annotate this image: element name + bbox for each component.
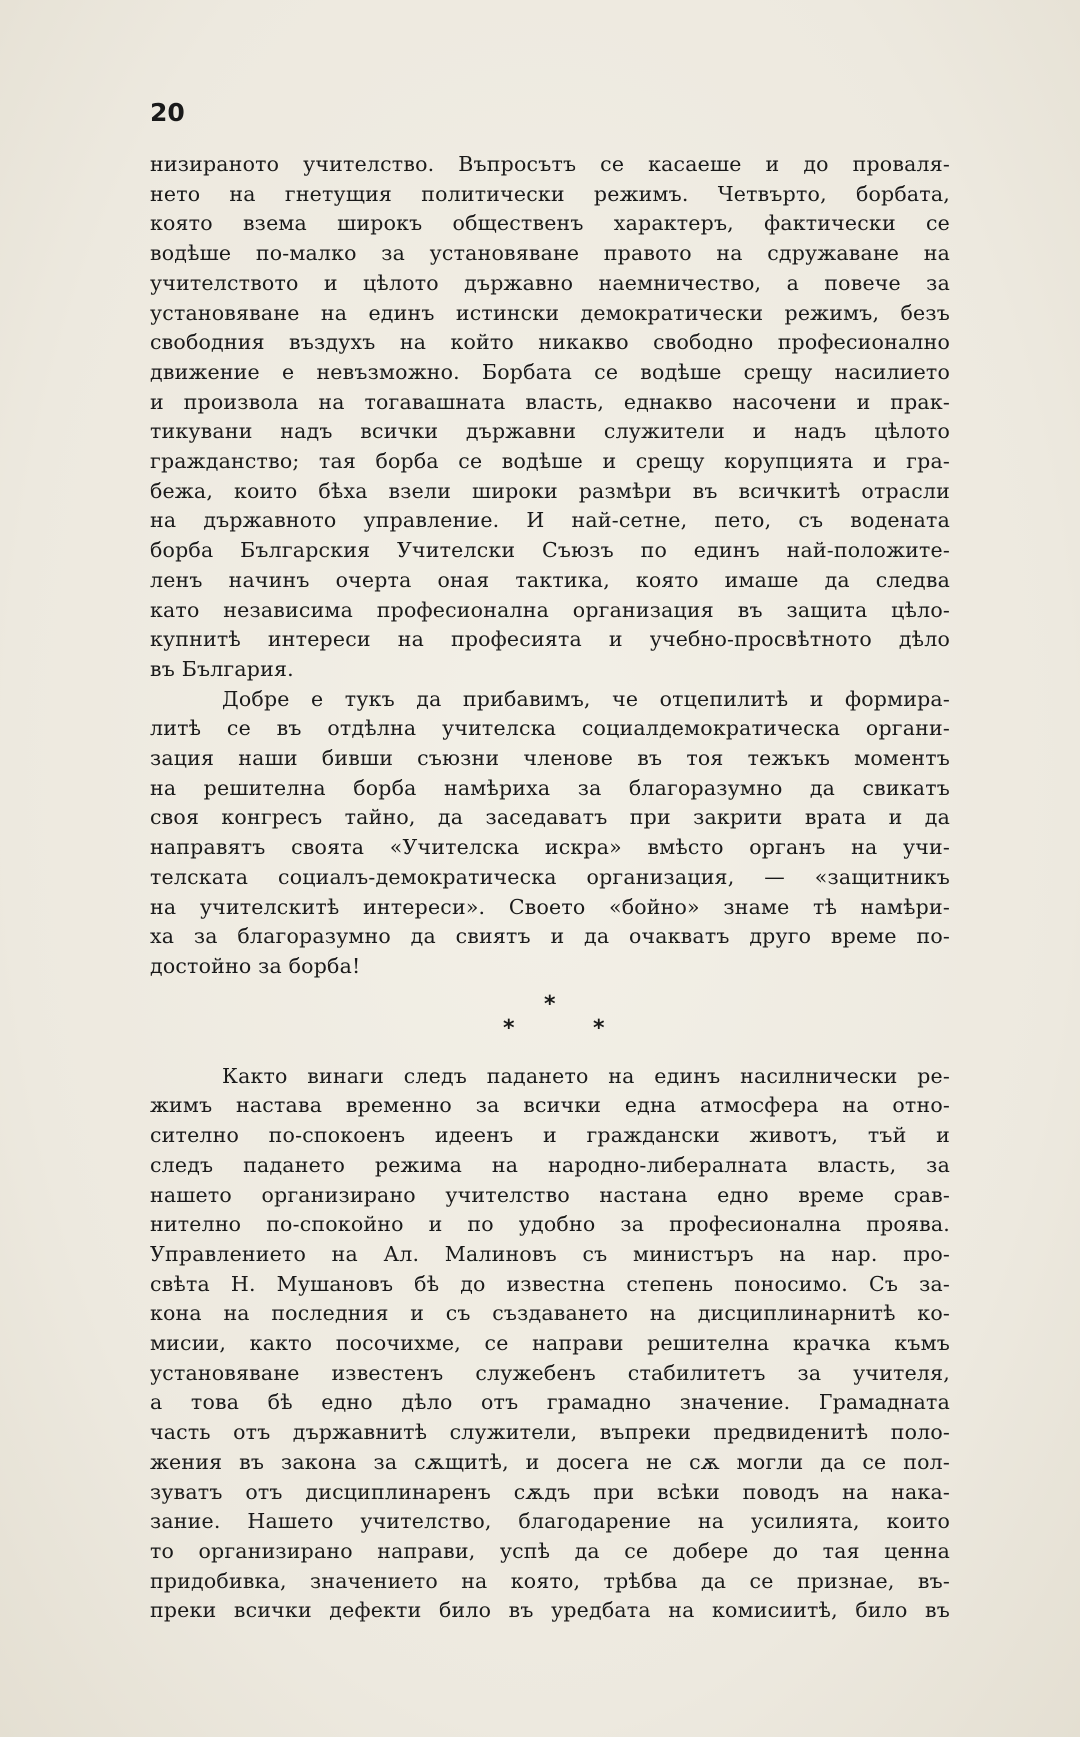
text-line: въ България. [150,656,294,681]
text-line: литѣ се въ отдѣлна учителска социалдемократическа органи- [150,716,950,741]
text-line: водѣше по-малко за установяване правото на сдружаване на [150,241,950,266]
text-line: мисии, както посочихме, се направи решителна крачка къмъ [150,1331,950,1356]
text-line: на държавното управление. И най-сетне, пето, съ водената [150,508,950,533]
text-line: тикувани надъ всички държавни служители и надъ цѣлото [150,419,950,444]
text-line: нашето организирано учителство настана едно време срав- [150,1182,950,1207]
text-line: ленъ начинъ очерта оная тактика, която имаше да следва [150,567,950,592]
text-line: учителството и цѣлото държавно наемничество, а повече за [150,270,950,295]
text-line: Добре е тукъ да прибавимъ, че отцепилитѣ и формира- [222,686,950,711]
body-text [150,150,950,1626]
text-line: бежа, които бѣха взели широки размѣри въ всичкитѣ отрасли [150,478,950,503]
text-line: установяване на единъ истински демократически режимъ, безъ [150,300,950,325]
paragraph-3 [150,1062,950,1626]
text-line: достойно за борба! [150,953,361,978]
text-line: свободния въздухъ на който никакво свободно професионално [150,330,950,355]
text-line: то организирано направи, успѣ да се добере до тая ценна [150,1538,950,1563]
separator-star: * [503,1015,515,1041]
text-line: следъ падането режима на народно-либералната власть, за [150,1152,950,1177]
text-line: низираното учителство. Въпросътъ се касаеше и до проваля- [150,152,950,176]
section-separator [150,990,950,1056]
text-line: зание. Нашето учителство, благодарение на усилията, които [150,1509,950,1534]
text-line: нето на гнетущия политически режимъ. Четвърто, борбата, [150,181,950,206]
text-line: сително по-спокоенъ идеенъ и граждански животъ, тъй и [150,1123,950,1148]
text-line: ха за благоразумно да свиятъ и да очакватъ друго време по- [150,924,950,949]
text-line: и произвола на тогавашната власть, еднакво насочени и прак- [150,389,950,414]
text-line: борба Българския Учителски Съюзъ по единъ най-положите- [150,538,950,563]
text-line: придобивка, значението на която, трѣбва да се признае, въ- [150,1568,950,1593]
text-line: а това бѣ едно дѣло отъ грамадно значение. Грамадната [150,1390,950,1415]
text-line: жимъ настава временно за всички една атмосфера на отно- [150,1093,950,1118]
text-line: зуватъ отъ дисциплинаренъ сѫдъ при всѣки поводъ на нака- [150,1479,950,1504]
text-line: своя конгресъ тайно, да заседаватъ при закрити врата и да [150,805,950,830]
text-line: нително по-спокойно и по удобно за професионална проява. [150,1212,950,1237]
separator-star: * [593,1015,605,1041]
paragraph-1 [150,150,950,685]
text-line: на решителна борба намѣриха за благоразумно да свикатъ [150,775,950,800]
text-line: часть отъ държавнитѣ служители, въпреки предвиденитѣ поло- [150,1420,950,1445]
text-line: Както винаги следъ падането на единъ насилнически ре- [222,1063,950,1088]
text-line: кона на последния и съ създаването на дисциплинарнитѣ ко- [150,1301,950,1326]
text-line: купнитѣ интереси на професията и учебно-просвѣтното дѣло [150,627,950,652]
text-line: телската социалъ-демократическа организация, — «защитникъ [150,864,950,889]
text-line: свѣта Н. Мушановъ бѣ до известна степень поносимо. Съ за- [150,1271,950,1296]
text-line: на учителскитѣ интереси». Своето «бойно» знаме тѣ намѣри- [150,894,950,919]
separator-star: * [544,991,556,1017]
text-line: зация наши бивши съюзни членове въ тоя тежъкъ моментъ [150,746,950,771]
page-number: 20 [150,98,185,127]
text-line: Управлението на Ал. Малиновъ съ министъръ на нар. про- [150,1241,950,1266]
text-line: жения въ закона за сѫщитѣ, и досега не сѫ могли да се пол- [150,1449,950,1474]
text-line: преки всички дефекти било въ уредбата на комисиитѣ, било въ [150,1598,950,1623]
paragraph-2 [150,685,950,982]
text-line: като независима професионална организация въ защита цѣло- [150,597,950,622]
text-line: гражданство; тая борба се водѣше и срещу корупцията и гра- [150,449,950,474]
text-line: направятъ своята «Учителска искра» вмѣсто органъ на учи- [150,835,950,860]
text-line: установяване известенъ служебенъ стабилитетъ за учителя, [150,1360,950,1385]
text-line: движение е невъзможно. Борбата се водѣше срещу насилието [150,359,950,384]
text-line: която взема широкъ общественъ характеръ, фактически се [150,211,950,236]
